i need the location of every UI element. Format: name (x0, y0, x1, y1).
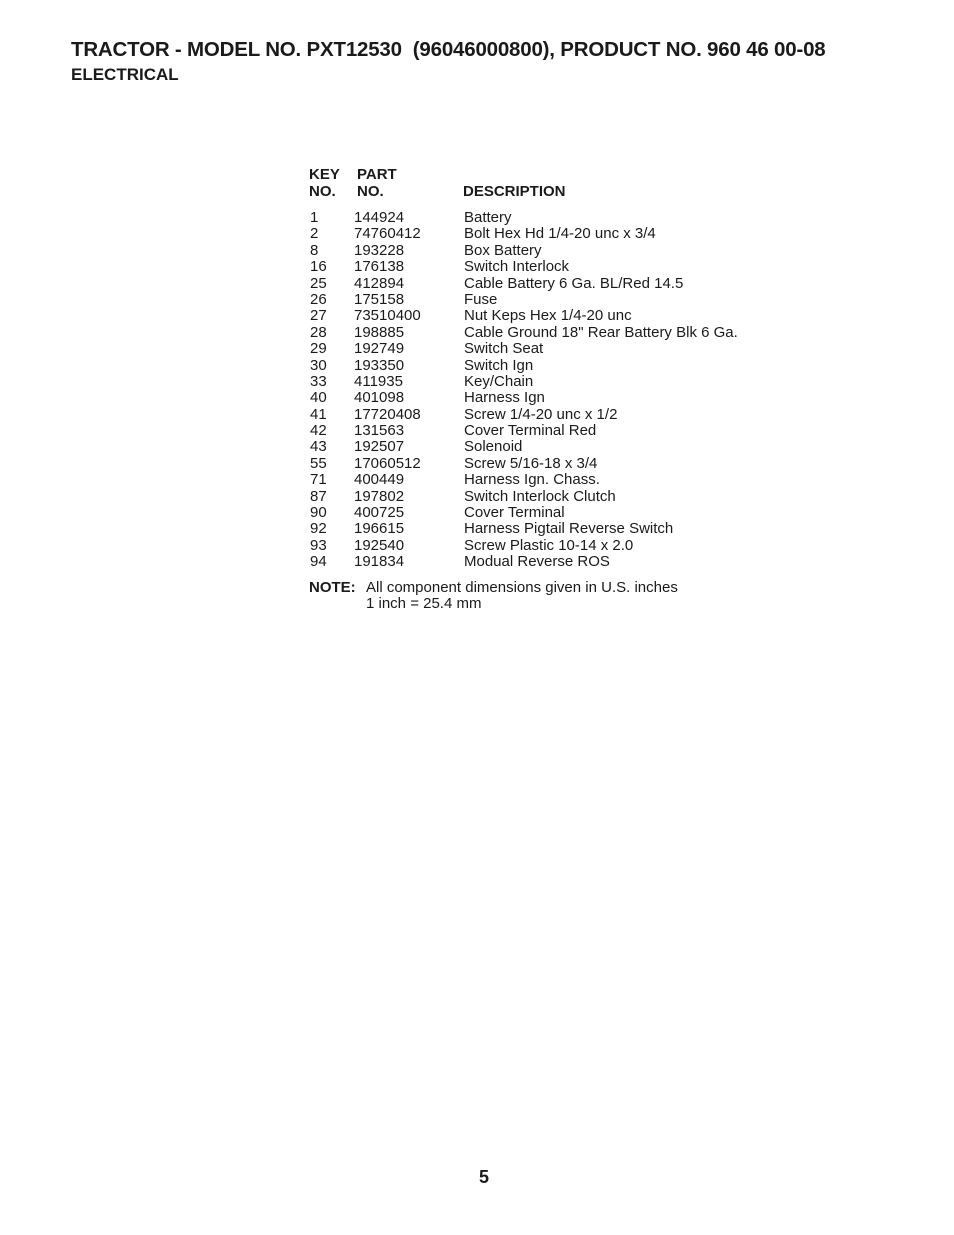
description: Cable Battery 6 Ga. BL/Red 14.5 (464, 274, 684, 292)
key-no: 26 (310, 290, 327, 308)
key-no: 25 (310, 274, 327, 292)
part-no: 401098 (354, 389, 405, 407)
description: Switch Ign (464, 356, 534, 374)
part-no: 175158 (354, 290, 405, 308)
description: Cable Ground 18" Rear Battery Blk 6 Ga. (464, 323, 738, 341)
part-no: 74760412 (354, 225, 421, 243)
description: Cover Terminal (464, 504, 565, 522)
description: Modual Reverse ROS (464, 553, 610, 571)
description: Key/Chain (464, 372, 534, 390)
description: Box Battery (464, 241, 542, 259)
part-no: 73510400 (354, 307, 421, 325)
description: Solenoid (464, 438, 523, 456)
part-no: 411935 (354, 372, 403, 390)
description: Switch Interlock (464, 258, 570, 276)
description: Screw Plastic 10-14 x 2.0 (464, 536, 634, 554)
page-title: TRACTOR - MODEL NO. PXT12530 (96046000800), PRODUCT NO. 960 46 00-08 (71, 38, 826, 61)
key-no: 1 (310, 209, 319, 226)
description: Switch Interlock Clutch (464, 487, 616, 505)
description: Bolt Hex Hd 1/4-20 unc x 3/4 (464, 225, 656, 243)
header-part-line2: NO. (357, 183, 384, 200)
key-no: 43 (310, 438, 327, 456)
part-no: 196615 (354, 520, 405, 538)
key-no: 33 (310, 372, 327, 390)
note-label: NOTE: (309, 579, 356, 596)
key-no: 2 (310, 225, 319, 243)
key-no: 93 (310, 536, 327, 554)
description: Harness Pigtail Reverse Switch (464, 520, 674, 538)
part-no: 193228 (354, 241, 405, 259)
key-no: 28 (310, 323, 327, 341)
key-no: 40 (310, 389, 327, 407)
part-no: 192749 (354, 340, 405, 358)
key-no: 90 (310, 504, 327, 522)
key-no: 42 (310, 422, 327, 440)
key-no: 41 (310, 405, 327, 423)
part-no: 192540 (354, 536, 405, 554)
part-no: 17720408 (354, 405, 421, 423)
part-no: 17060512 (354, 454, 421, 472)
key-no: 30 (310, 356, 327, 374)
part-no: 192507 (354, 438, 405, 456)
key-no: 27 (310, 307, 327, 325)
part-no: 197802 (354, 487, 405, 505)
description: Screw 5/16-18 x 3/4 (464, 454, 598, 472)
key-no: 55 (310, 454, 327, 472)
header-description: DESCRIPTION (463, 183, 566, 200)
key-no: 29 (310, 340, 327, 358)
description: Nut Keps Hex 1/4-20 unc (464, 307, 632, 325)
description: Harness Ign. Chass. (464, 471, 600, 489)
description: Battery (464, 209, 512, 226)
header-key-line2: NO. (309, 183, 336, 200)
key-no: 8 (310, 241, 319, 259)
page-number: 5 (478, 1167, 489, 1187)
part-no: 191834 (354, 553, 405, 571)
section-subtitle: ELECTRICAL (71, 65, 179, 84)
part-no: 198885 (354, 323, 405, 341)
description: Fuse (464, 290, 498, 308)
key-no: 16 (310, 258, 327, 276)
note-line2: 1 inch = 25.4 mm (366, 595, 482, 612)
part-no: 412894 (354, 274, 405, 292)
part-no: 176138 (354, 258, 405, 276)
header-part-line1: PART (357, 166, 397, 183)
note-line1: All component dimensions given in U.S. inches (366, 579, 678, 596)
part-no: 131563 (354, 422, 405, 440)
description: Switch Seat (464, 340, 544, 358)
key-no: 94 (310, 553, 327, 571)
key-no: 87 (310, 487, 327, 505)
part-no: 144924 (354, 209, 405, 226)
part-no: 193350 (354, 356, 405, 374)
key-no: 92 (310, 520, 327, 538)
description: Harness Ign (464, 389, 545, 407)
part-no: 400725 (354, 504, 405, 522)
description: Cover Terminal Red (464, 422, 597, 440)
header-key-line1: KEY (309, 166, 340, 183)
part-no: 400449 (354, 471, 405, 489)
key-no: 71 (310, 471, 327, 489)
description: Screw 1/4-20 unc x 1/2 (464, 405, 618, 423)
